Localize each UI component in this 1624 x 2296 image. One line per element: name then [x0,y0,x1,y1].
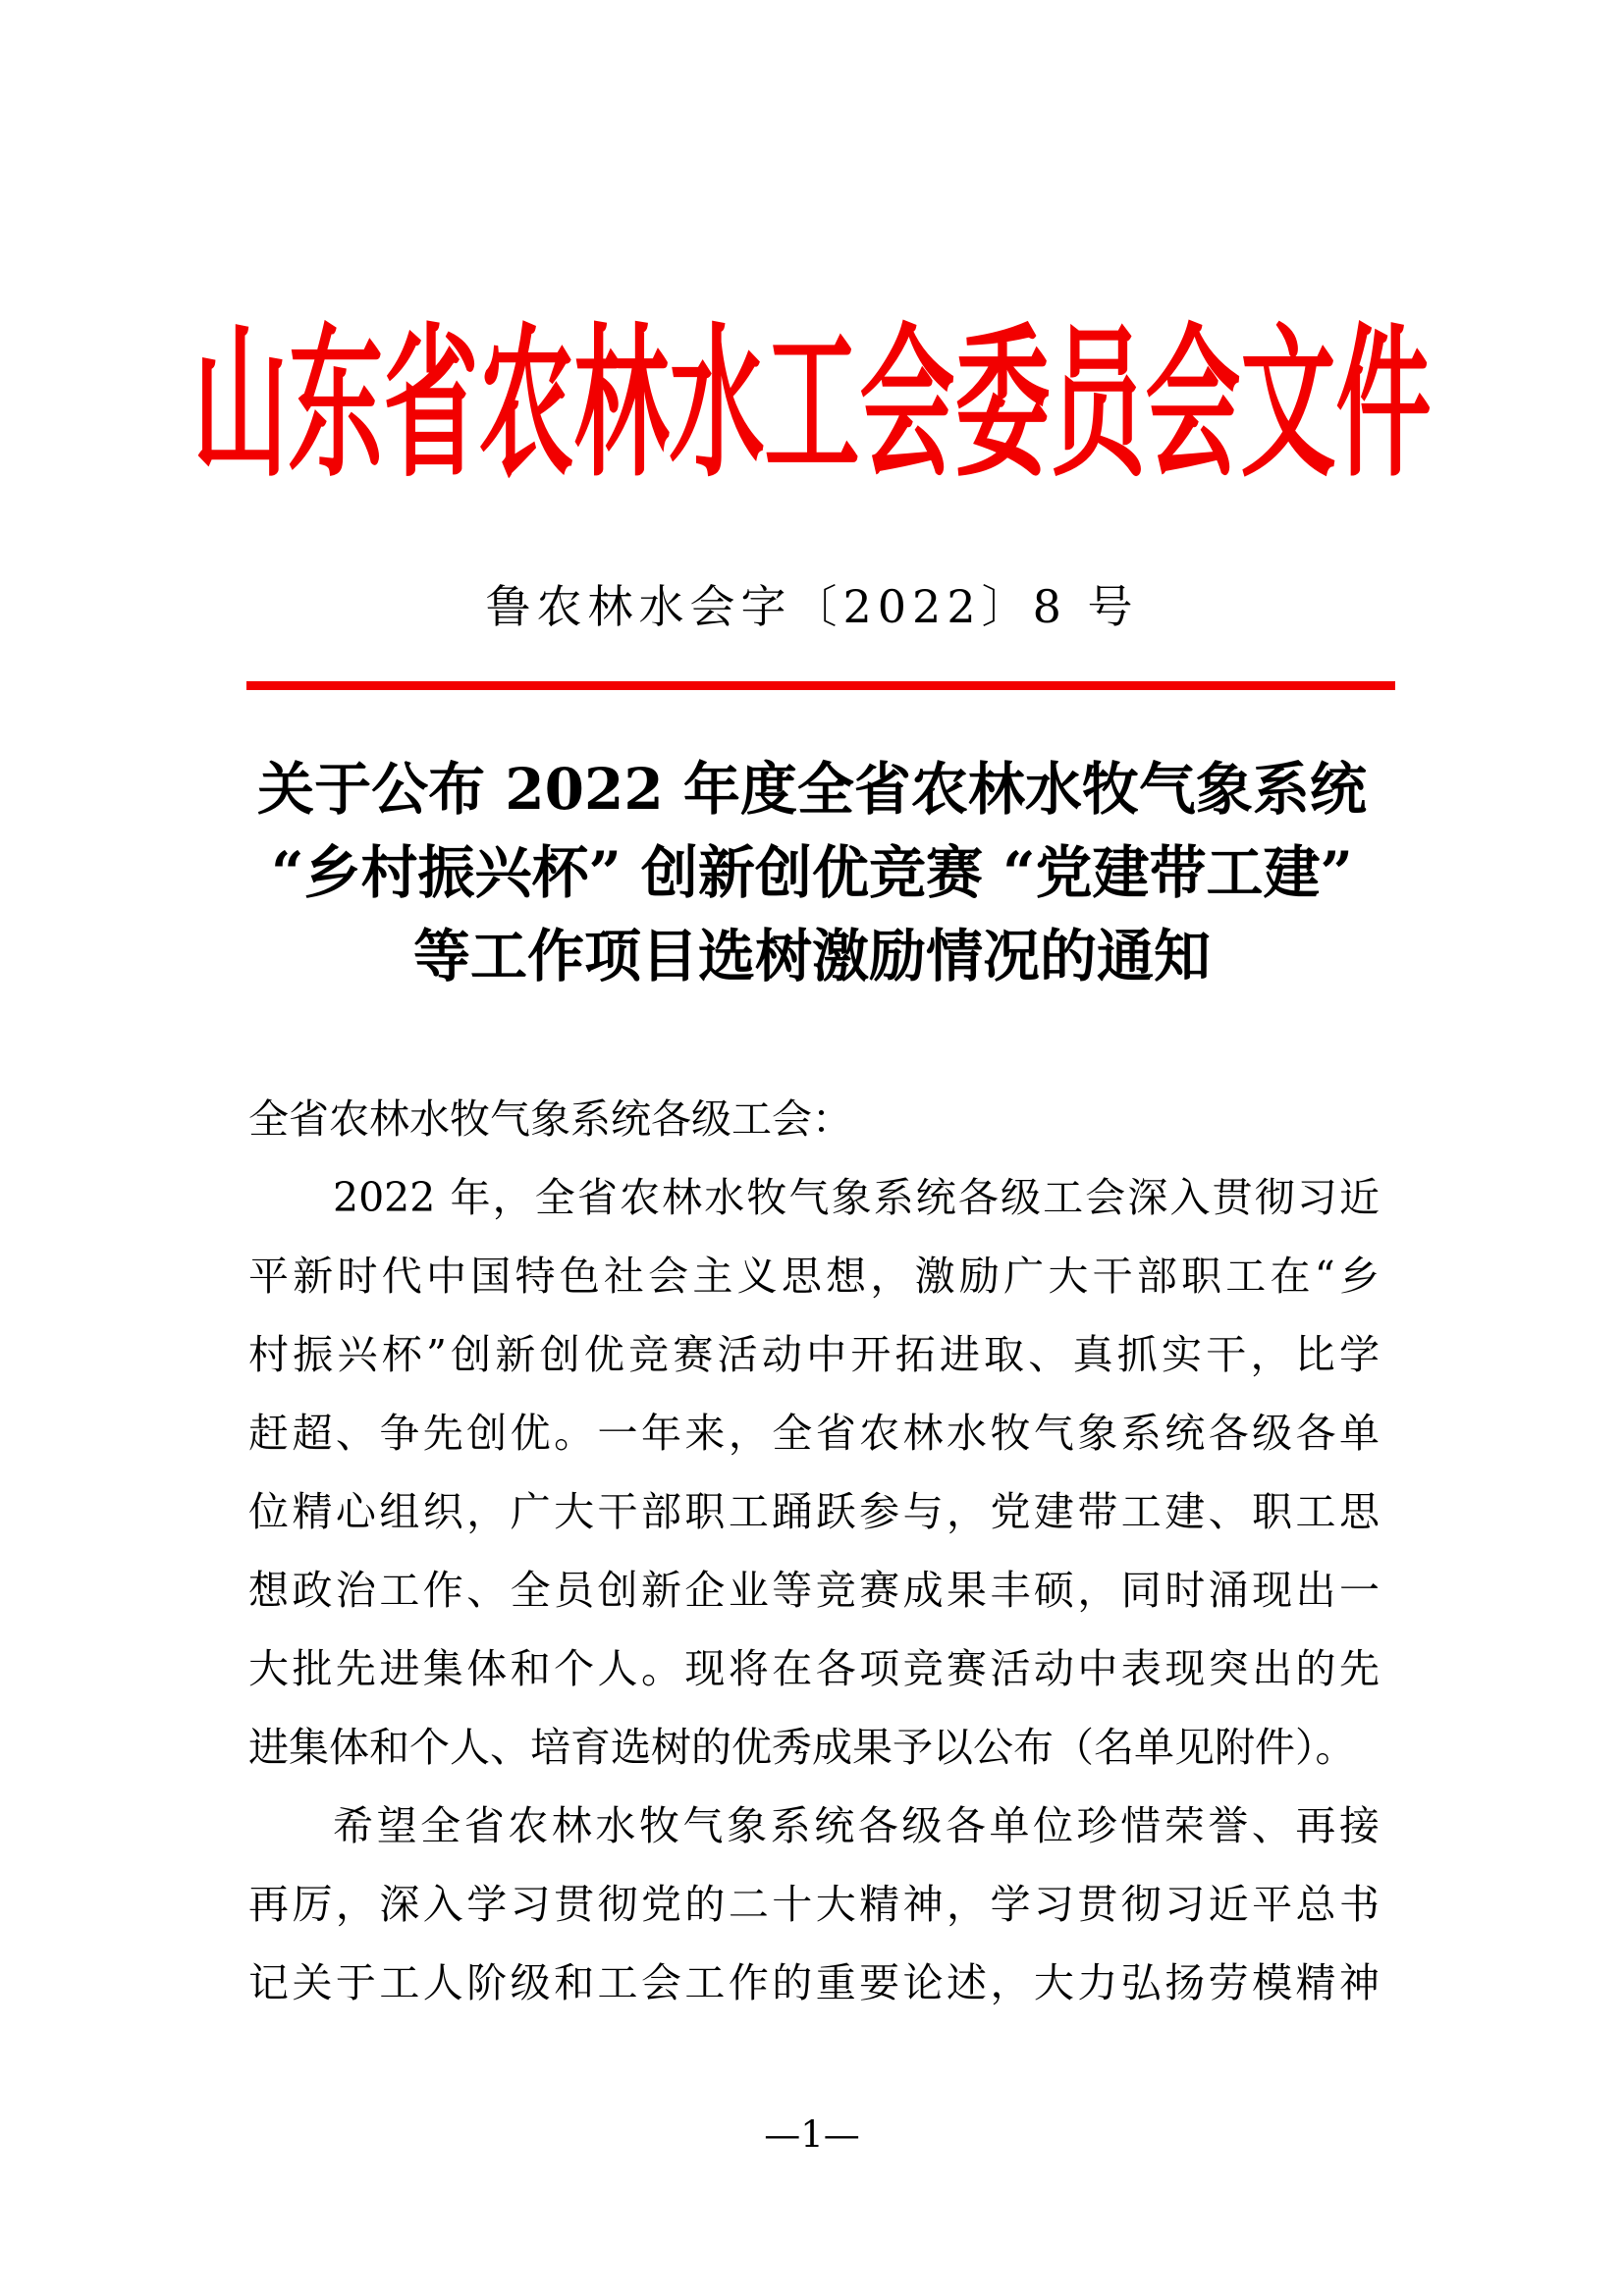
masthead-title: 山东省农林水工会委员会文件 [192,306,1432,500]
body-line: 位精心组织，广大干部职工踊跃参与，党建带工建、职工思 [248,1488,1380,1535]
body-line: 村振兴杯”创新创优竞赛活动中开拓进取、真抓实干，比学 [248,1331,1380,1378]
body-line: 赶超、争先创优。一年来，全省农林水牧气象系统各级各单 [248,1410,1380,1457]
document-body [248,1080,1380,2022]
red-divider-rule [246,681,1395,690]
body-line: 2022 年，全省农林水牧气象系统各级工会深入贯彻习近 [333,1174,1380,1221]
body-line: 进集体和个人、培育选树的优秀成果予以公布（名单见附件）。 [248,1724,1356,1771]
body-line: 想政治工作、全员创新企业等竞赛成果丰硕，同时涌现出一 [248,1567,1380,1614]
notice-title [118,748,1506,998]
page-number: —1— [764,2113,860,2156]
notice-title-line-3: 等工作项目选树激励情况的通知 [412,923,1211,989]
body-line: 平新时代中国特色社会主义思想，激励广大干部职工在“乡 [248,1253,1380,1300]
body-line: 再厉，深入学习贯彻党的二十大精神，学习贯彻习近平总书 [248,1881,1380,1928]
body-line: 记关于工人阶级和工会工作的重要论述，大力弘扬劳模精神 [248,1959,1380,2006]
doc-number: 鲁农林水会字〔2022〕8 号 [485,580,1139,633]
notice-title-line-1: 关于公布 2022 年度全省农林水牧气象系统 [257,756,1367,823]
body-line: 全省农林水牧气象系统各级工会： [248,1095,852,1143]
body-line: 大批先进集体和个人。现将在各项竞赛活动中表现突出的先 [248,1645,1380,1692]
notice-title-line-2: “乡村振兴杯” 创新创优竞赛 “党建带工建” [271,839,1353,906]
body-line: 希望全省农林水牧气象系统各级各单位珍惜荣誉、再接 [333,1802,1380,1849]
